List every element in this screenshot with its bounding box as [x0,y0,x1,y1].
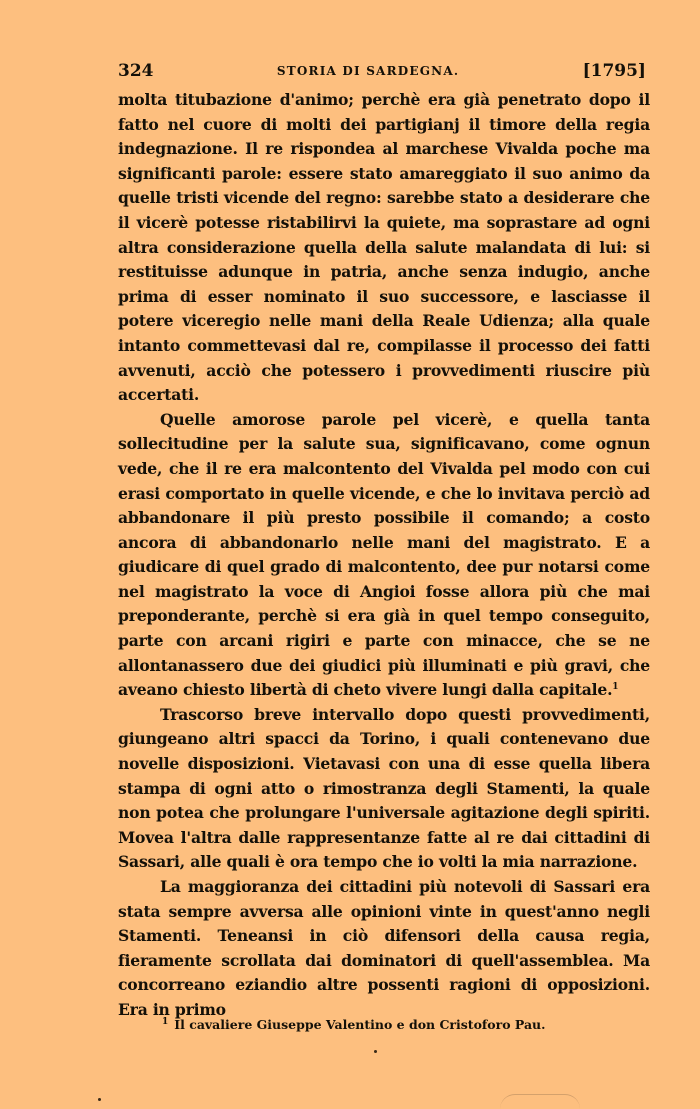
footnote-number: 1 [162,1016,169,1027]
paragraph-text: La maggioranza dei cittadini più notevoli di Sassari era stata sempre avversa alle opinioni vinte in quest'anno negli Stamenti. Teneansi in ciò difensori della causa regia, fieramente scrollata dai dominatori di quell'assemblea. Ma concorreano eziandio altre possenti ragioni di opposizioni. Era in primo [118,877,650,1019]
paragraph [118,88,650,408]
paragraph [118,408,650,703]
paragraph-text: Trascorso breve intervallo dopo questi provvedimenti, giungeano altri spacci da Torino, i quali contenevano due novelle disposizioni. Vietavasi con una di esse quella libera stampa di ogni atto o rimostranza degli Stamenti, la quale non potea che prolungare l'universale agitazione degli spiriti. Movea l'altra dalle rappresentanze fatte al re dai cittadini di Sassari, alle quali è ora tempo che io volti la mia narrazione. [118,704,650,872]
page-number: 324 [118,61,154,81]
header-year: [1795] [582,61,646,81]
paragraph [118,875,650,1023]
paragraph-text: molta titubazione d'animo; perchè era già penetrato dopo il fatto nel cuore di molti dei partigianj il timore della regia indegnazione. Il re rispondea al marchese Vivalda poche ma significanti parole: essere stato amareggiato il suo animo da quelle tristi vicende del regno: sarebbe stato a desiderare che il vicerè potesse ristabilirvi la quiete, ma soprastare ad ogni altra considerazione quella della salute malandata di lui: si restituisse adunque in patria, anche senza indugio, anche prima di esser nominato il suo successore, e lasciasse il potere viceregio nelle mani della Reale Udienza; alla quale intanto commettevasi dal re, compilasse il processo dei fatti avvenuti, acciò che potessero i provvedimenti riuscire più accertati. [118,90,650,405]
scan-smudge [500,1094,580,1109]
footnote-text: Il cavaliere Giuseppe Valentino e don Cristoforo Pau. [174,1017,546,1032]
main-text [118,88,650,1023]
footnote-reference[interactable]: 1 [612,682,619,693]
running-header [118,58,646,84]
scan-speck [98,1098,101,1101]
paragraph [118,703,650,875]
running-title: STORIA DI SARDEGNA. [276,64,460,78]
paragraph-text: Quelle amorose parole pel vicerè, e quella tanta sollecitudine per la salute sua, significavano, come ognun vede, che il re era malcontento del Vivalda pel modo con cui erasi comportato in quelle vicende, e che lo invitava perciò ad abbandonare il più presto possibile il comando; a costo ancora di abbandonarlo nelle mani del magistrato. E a giudicare di quel grado di malcontento, dee pur notarsi come nel magistrato la voce di Angioi fosse allora più che mai preponderante, perchè si era già in quel tempo conseguito, parte con arcani rigiri e parte con minacce, che se ne allontanassero due dei giudici più illuminati e più gravi, che aveano chiesto libertà di cheto vivere lungi dalla capitale. [118,409,650,700]
scan-speck [374,1050,377,1053]
footnote [162,1016,642,1034]
